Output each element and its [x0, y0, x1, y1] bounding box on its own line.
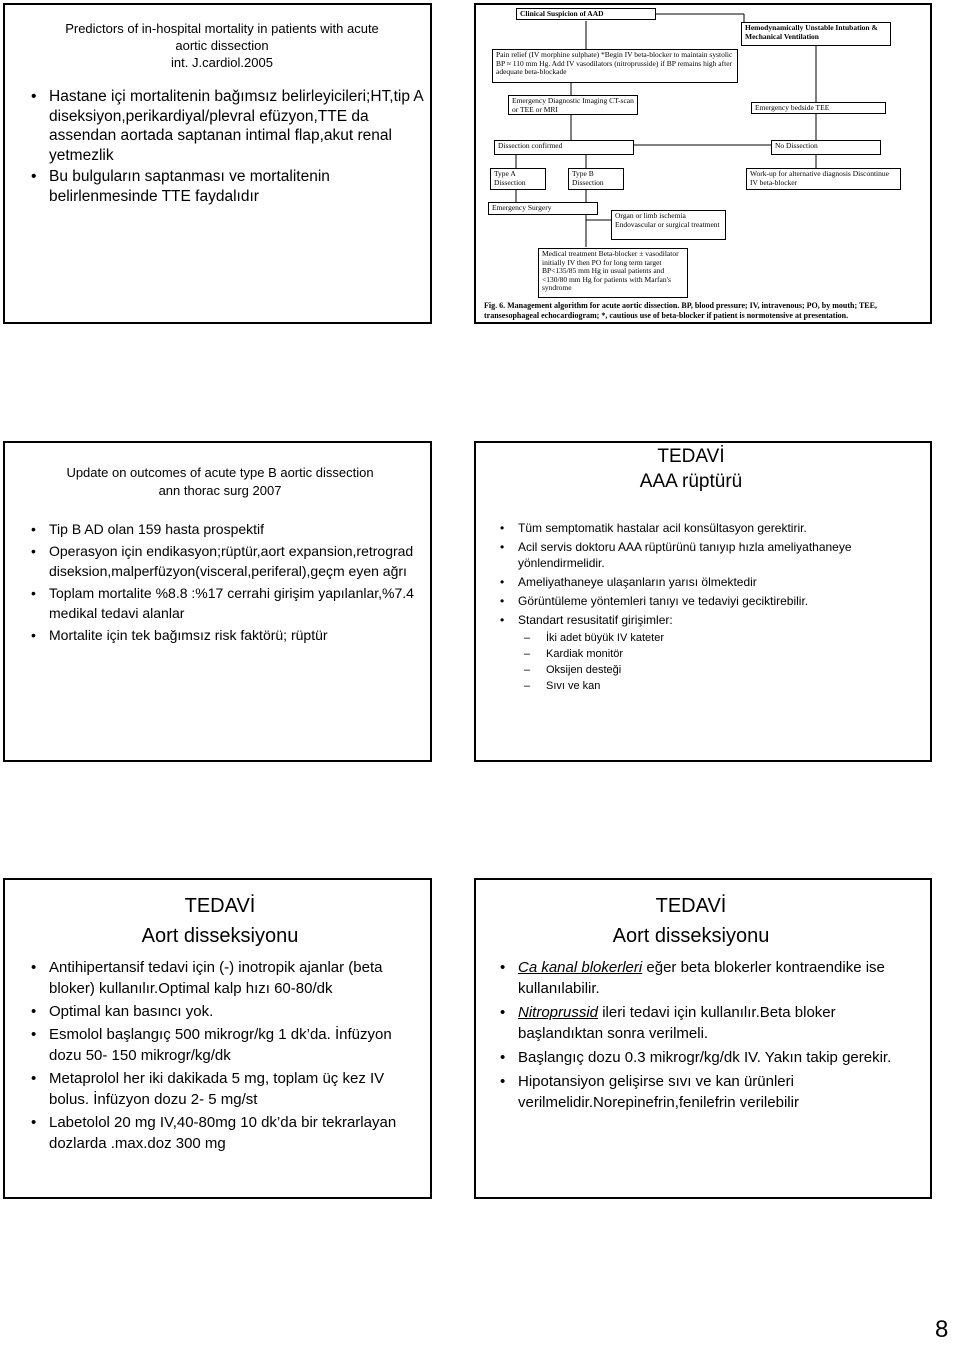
figure-caption: Fig. 6. Management algorithm for acute aortic dissection. BP, blood pressure; IV, intravenous; PO, by mouth; TEE, transesophageal echocardiogram; *, cautious use of beta-blocker if patient is normotensive at presentation.: [484, 301, 877, 320]
title-line: Aort disseksiyonu: [141, 925, 299, 947]
slide-predictors: [3, 3, 432, 324]
underlined-term: Nitroprussid: [518, 1004, 599, 1021]
page-number: 8: [935, 1316, 949, 1343]
title-line: Aort disseksiyonu: [612, 925, 770, 947]
bullet-item: • Esmolol başlangıç 500 mikrogr/kg 1 dk’da. İnfüzyon dozu 50- 150 mikrogr/kg/dk: [31, 1024, 426, 1066]
flow-box-surgery: Emergency Surgery: [488, 202, 598, 215]
title-line: TEDAVİ: [655, 895, 727, 917]
slide-title: [5, 891, 435, 951]
slide-type-b-outcomes: [3, 441, 432, 762]
bullet-item: • Bu bulguların saptanması ve mortalitenin belirlenmesinde TTE faydalıdır: [31, 167, 426, 206]
title-line: int. J.cardiol.2005: [171, 55, 273, 70]
flow-box-type-b: Type B Dissection: [568, 168, 624, 190]
bullet-item: [500, 957, 910, 999]
title-line: Update on outcomes of acute type B aortic dissection: [66, 465, 374, 480]
bullet-item: • Tüm semptomatik hastalar acil konsültasyon gerektirir.: [500, 520, 920, 536]
title-line: AAA rüptürü: [639, 471, 743, 492]
bullet-item: [500, 612, 920, 694]
bullet-item: • Metaprolol her iki dakikada 5 mg, toplam üç kez IV bolus. İnfüzyon dozu 2- 5 mg/st: [31, 1068, 426, 1110]
bullet-text: Standart resusitatif girişimler:: [518, 613, 673, 627]
slide-title: [35, 464, 405, 500]
bullet-text: ileri tedavi için kullanılır.Beta bloker başlandıktan sonra verilmeli.: [518, 1004, 836, 1042]
flow-box-bedside-tee: Emergency bedside TEE: [751, 102, 886, 114]
bullet-item: • Ameliyathaneye ulaşanların yarısı ölmektedir: [500, 574, 920, 590]
slide-title: [49, 20, 395, 71]
title-line: TEDAVİ: [657, 446, 725, 467]
bullet-list: [500, 957, 910, 1116]
bullet-list: [500, 520, 920, 697]
bullet-list: [31, 519, 421, 647]
title-line: ann thorac surg 2007: [158, 483, 282, 498]
underlined-term: Ca kanal blokerleri: [518, 959, 643, 976]
flow-box-medical: Medical treatment Beta-blocker ± vasodilator initially IV then PO for long term target BP<135/85 mm Hg in usual patients and <130/80 mm Hg for patients with Marfan's syndrome: [538, 248, 688, 298]
flow-box-suspicion: Clinical Suspicion of AAD: [516, 8, 656, 20]
bullet-item: • Hastane içi mortalitenin bağımsız belirleyicileri;HT,tip A diseksiyon,perikardiyal/plevral efüzyon,TTE da assendan aortada saptanan intimal flap,akut renal yetmezlik: [31, 87, 426, 165]
title-line: TEDAVİ: [184, 895, 256, 917]
bullet-item: • Optimal kan basıncı yok.: [31, 1001, 426, 1022]
flow-box-ischemia: Organ or limb ischemia Endovascular or surgical treatment: [611, 210, 726, 240]
bullet-item: [500, 1002, 910, 1044]
bullet-item: • Toplam mortalite %8.8 :%17 cerrahi girişim yapılanlar,%7.4 medikal tedavi alanlar: [31, 583, 421, 623]
bullet-item: • Operasyon için endikasyon;rüptür,aort expansion,retrograd diseksion,malperfüzyon(visceral,periferal),geçm eyen ağrı: [31, 541, 421, 581]
bullet-text: eğer beta blokerler kontraendike ise kullanılabilir.: [518, 959, 885, 997]
flow-box-pain-relief: Pain relief (IV morphine sulphate) *Begin IV beta-blocker to maintain systolic BP ≈ 110 mm Hg. Add IV vasodilators (nitroprusside) if BP remains high after adequate beta-blockade: [492, 49, 738, 83]
title-line: aortic dissection: [175, 38, 269, 53]
slide-title: [476, 444, 906, 494]
sub-bullet-item: – Kardiak monitör: [518, 646, 920, 662]
flow-box-confirmed: Dissection confirmed: [494, 140, 634, 155]
slide-flowchart: [474, 3, 932, 324]
sub-bullet-item: – İki adet büyük IV kateter: [518, 630, 920, 646]
slide-title: [476, 891, 906, 951]
bullet-item: • Acil servis doktoru AAA rüptürünü tanıyıp hızla ameliyathaneye yönlendirmelidir.: [500, 539, 920, 571]
sub-bullet-item: – Sıvı ve kan: [518, 678, 920, 694]
flow-box-no-dissection: No Dissection: [771, 140, 881, 155]
slide-aaa-rupture: [474, 441, 932, 762]
bullet-item: • Tip B AD olan 159 hasta prospektif: [31, 519, 421, 539]
sub-bullet-item: – Oksijen desteği: [518, 662, 920, 678]
flow-box-type-a: Type A Dissection: [490, 168, 546, 190]
title-line: Predictors of in-hospital mortality in patients with acute: [65, 21, 379, 36]
bullet-item: • Görüntüleme yöntemleri tanıyı ve tedaviyi geciktirebilir.: [500, 593, 920, 609]
flow-box-unstable: Hemodynamically Unstable Intubation & Mechanical Ventilation: [741, 22, 891, 46]
bullet-item: • Hipotansiyon gelişirse sıvı ve kan ürünleri verilmelidir.Norepinefrin,fenilefrin verilebilir: [500, 1071, 910, 1113]
bullet-list: [31, 957, 426, 1156]
flow-box-workup: Work-up for alternative diagnosis Discontinue IV beta-blocker: [746, 168, 901, 190]
flow-box-imaging: Emergency Diagnostic Imaging CT-scan or TEE or MRI: [508, 95, 638, 115]
slide-dissection-treatment-2: [474, 878, 932, 1199]
bullet-item: • Başlangıç dozu 0.3 mikrogr/kg/dk IV. Yakın takip gerekir.: [500, 1047, 910, 1068]
bullet-item: • Mortalite için tek bağımsız risk faktörü; rüptür: [31, 625, 421, 645]
slide-dissection-treatment-1: [3, 878, 432, 1199]
bullet-item: • Labetolol 20 mg IV,40-80mg 10 dk’da bir tekrarlayan dozlarda .max.doz 300 mg: [31, 1112, 426, 1154]
sub-bullet-list: [518, 630, 920, 694]
bullet-item: • Antihipertansif tedavi için (-) inotropik ajanlar (beta bloker) kullanılır.Optimal kalp hızı 60-80/dk: [31, 957, 426, 999]
bullet-list: [31, 87, 426, 208]
